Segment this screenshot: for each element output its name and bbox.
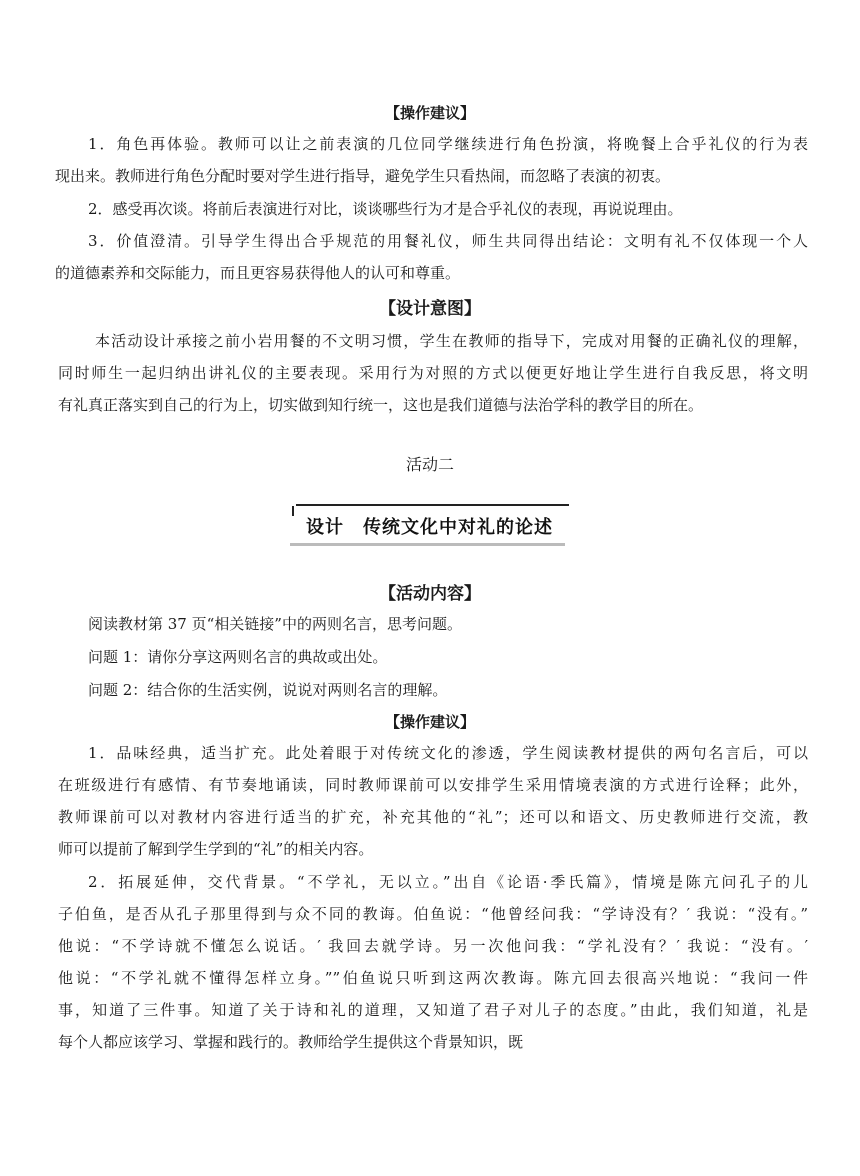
paragraph-line: 在班级进行有感情、有节奏地诵读，同时教师课前可以安排学生采用情境表演的方式进行诠释；此外， — [58, 776, 808, 794]
activity-content-heading: 【活动内容】 — [379, 584, 481, 604]
banner-top-rule — [296, 504, 569, 506]
paragraph-line: 问题 2：结合你的生活实例，说说对两则名言的理解。 — [88, 681, 448, 699]
paragraph-line: 1．品味经典，适当扩充。此处着眼于对传统文化的渗透，学生阅读教材提供的两句名言后，可以 — [88, 744, 808, 762]
banner-title: 设计 传统文化中对礼的论述 — [306, 517, 553, 538]
paragraph-line: 每个人都应该学习、掌握和践行的。教师给学生提供这个背景知识，既 — [58, 1033, 524, 1051]
paragraph-line: 阅读教材第 37 页“相关链接”中的两则名言，思考问题。 — [88, 615, 462, 633]
design-intent-heading: 【设计意图】 — [379, 299, 481, 319]
operation-suggestion-heading: 【操作建议】 — [384, 104, 475, 122]
paragraph-line: 的道德素养和交际能力，而且更容易获得他人的认可和尊重。 — [55, 264, 461, 282]
paragraph-line: 2．感受再次谈。将前后表演进行对比，谈谈哪些行为才是合乎礼仪的表现，再说说理由。 — [88, 200, 683, 218]
paragraph-line: 2．拓展延伸，交代背景。“不学礼，无以立。”出自《论语·季氏篇》，情境是陈亢问孔子的儿 — [88, 873, 808, 891]
activity-title: 活动二 — [405, 455, 454, 474]
paragraph-line: 现出来。教师进行角色分配时要对学生进行指导，避免学生只看热闹，而忽略了表演的初衷。 — [55, 167, 671, 185]
paragraph-line: 同时师生一起归纳出讲礼仪的主要表现。采用行为对照的方式以便更好地让学生进行自我反思，将文明 — [58, 364, 808, 382]
paragraph-line: 事，知道了三件事。知道了关于诗和礼的道理，又知道了君子对儿子的态度。”由此，我们知道，礼是 — [58, 1001, 808, 1019]
paragraph-line: 有礼真正落实到自己的行为上，切实做到知行统一，这也是我们道德与法治学科的教学目的所在。 — [58, 396, 704, 414]
banner-tick — [292, 506, 294, 516]
activity-banner — [290, 500, 569, 548]
paragraph-line: 子伯鱼，是否从孔子那里得到与众不同的教诲。伯鱼说：“他曾经问我：“学诗没有？′ 我说：“没有。” — [58, 905, 808, 923]
paragraph-line: 3．价值澄清。引导学生得出合乎规范的用餐礼仪，师生共同得出结论：文明有礼不仅体现一个人 — [88, 232, 808, 250]
paragraph-line: 他说：“不学诗就不懂怎么说话。′ 我回去就学诗。另一次他问我：“学礼没有？′ 我说：“没有。′ — [58, 937, 808, 955]
paragraph-line: 他说：“不学礼就不懂得怎样立身。””伯鱼说只听到这两次教诲。陈亢回去很高兴地说：“我问一件 — [58, 969, 808, 987]
paragraph-line: 1．角色再体验。教师可以让之前表演的几位同学继续进行角色扮演，将晚餐上合乎礼仪的行为表 — [88, 135, 808, 153]
paragraph-line: 教师课前可以对教材内容进行适当的扩充，补充其他的“礼”；还可以和语文、历史教师进行交流，教 — [58, 808, 808, 826]
paragraph-line: 本活动设计承接之前小岩用餐的不文明习惯，学生在教师的指导下，完成对用餐的正确礼仪的理解， — [95, 332, 808, 350]
paragraph-line: 问题 1：请你分享这两则名言的典故或出处。 — [88, 648, 388, 666]
operation-suggestion-heading-2: 【操作建议】 — [384, 713, 475, 731]
paragraph-line: 师可以提前了解到学生学到的“礼”的相关内容。 — [58, 840, 374, 858]
banner-bottom-rule — [290, 543, 565, 546]
